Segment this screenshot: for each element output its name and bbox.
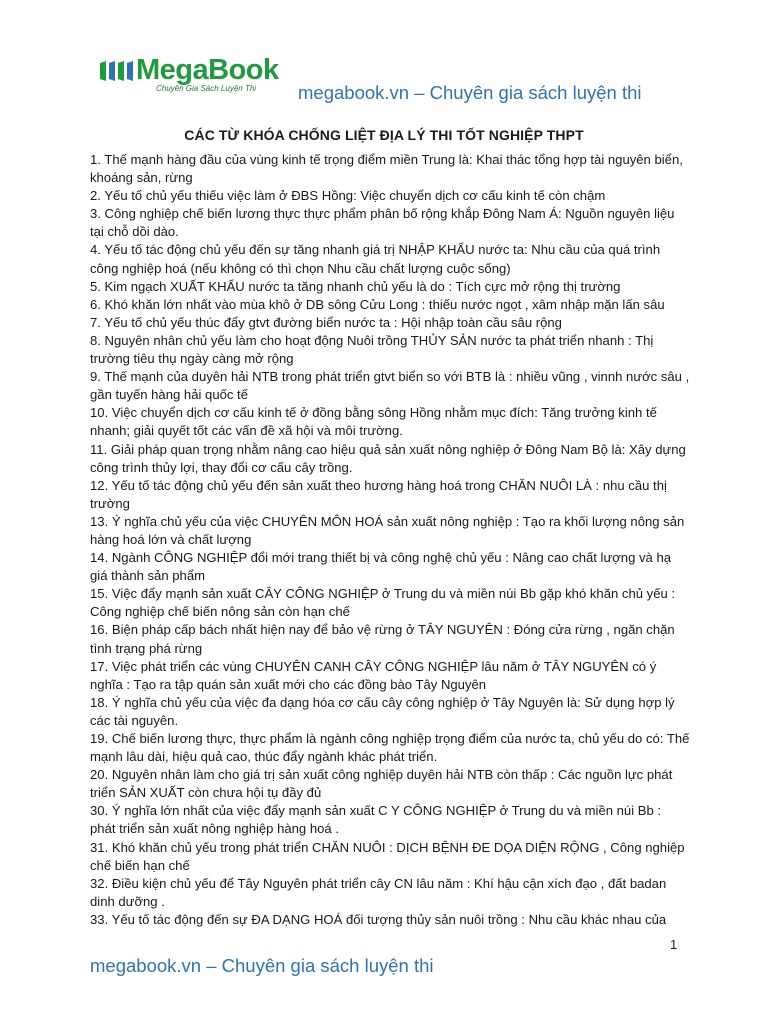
list-item: 6. Khó khăn lớn nhất vào mùa khô ở DB sông Cửu Long : thiếu nước ngọt , xâm nhập mặn lấn sâu [90,296,665,312]
document-title: CÁC TỪ KHÓA CHỐNG LIỆT ĐỊA LÝ THI TỐT NGHIỆP THPT [184,127,584,143]
list-item: 10. Việc chuyển dịch cơ cấu kinh tế ở đồng bằng sông Hồng nhằm mục đích: Tăng trưởng kinh tế nhanh; giải quyết tốt các vấn đề xã hội và môi trường. [90,405,657,439]
list-item: 18. Ý nghĩa chủ yếu của việc đa dạng hóa cơ cấu cây công nghiệp ở Tây Nguyên là: Sử dụng hợp lý các tài nguyên. [90,694,675,728]
header-slogan: megabook.vn – Chuyên gia sách luyện thi [298,82,642,103]
list-item: 16. Biện pháp cấp bách nhất hiện nay để bảo vệ rừng ở TÂY NGUYÊN : Đóng cửa rừng , ngăn chặn tình trạng phá rừng [90,622,675,656]
list-item: 1. Thế mạnh hàng đầu của vùng kinh tế trọng điểm miền Trung là: Khai thác tổng hợp tài nguyên biển, khoáng sản, rừng [90,152,683,186]
page-footer: megabook.vn – Chuyên gia sách luyện thi [90,955,434,976]
list-item: 17. Việc phát triển các vùng CHUYÊN CANH CÂY CÔNG NGHIỆP lâu năm ở TÂY NGUYÊN có ý nghĩa : Tạo ra tập quán sản xuất mới cho các đồng bào Tây Nguyên [90,658,657,692]
list-item: 32. Điều kiện chủ yếu để Tây Nguyên phát triển cây CN lâu năm : Khí hậu cận xích đạo , đất badan dinh dưỡng . [90,875,667,909]
list-item: 3. Công nghiệp chế biến lương thực thực phẩm phân bố rộng khắp Đông Nam Á: Nguồn nguyên liệu tại chỗ dồi dào. [90,206,675,240]
list-item: 30. Ý nghĩa lớn nhất của việc đẩy mạnh sản xuất C Y CÔNG NGHIỆP ở Trung du và miền núi Bb : phát triển sản xuất nông nghiệp hàng hoá . [90,803,662,837]
list-item: 12. Yếu tố tác động chủ yếu đến sản xuất theo hương hàng hoá trong CHĂN NUÔI LÀ : nhu cầu thị trường [90,477,667,511]
logo-wordmark: MegaBook [136,54,279,86]
list-item: 4. Yếu tố tác động chủ yếu đến sự tăng nhanh giá trị NHẬP KHẨU nước ta: Nhu cầu của quá trình công nghiệp hoá (nếu không có thì chọn Nhu cầu chất lượng cuộc sống) [90,242,661,276]
keyword-list [90,151,690,929]
list-item: 14. Ngành CÔNG NGHIỆP đổi mới trang thiết bị và công nghệ chủ yếu : Nâng cao chất lượng và hạ giá thành sản phẩm [90,550,672,584]
list-item: 2. Yếu tố chủ yếu thiếu việc làm ở ĐBS Hồng: Việc chuyển dịch cơ cấu kinh tế còn chậm [90,188,606,204]
page-header [98,54,698,104]
book-icon [98,60,134,82]
list-item: 13. Ý nghĩa chủ yếu của việc CHUYÊN MÔN HOÁ sản xuất nông nghiệp : Tạo ra khối lượng nông sản hàng hoá lớn và chất lượng [90,513,685,547]
list-item: 7. Yếu tố chủ yếu thúc đẩy gtvt đường biển nước ta : Hội nhập toàn cầu sâu rộng [90,314,562,330]
megabook-logo [98,54,298,98]
list-item: 9. Thế mạnh của duyên hải NTB trong phát triển gtvt biển so với BTB là : nhiều vũng , vinnh nước sâu , gần tuyến hàng hải quốc tế [90,369,690,403]
page-number: 1 [670,937,678,952]
list-item: 5. Kim ngạch XUẤT KHẨU nước ta tăng nhanh chủ yếu là do : Tích cực mở rộng thị trường [90,278,621,294]
list-item: 19. Chế biến lương thực, thực phẩm là ngành công nghiệp trọng điểm của nước ta, chủ yếu do có: Thế mạnh lâu dài, hiệu quả cao, thúc đẩy ngành khác phát triển. [90,731,690,765]
list-item: 20. Nguyên nhân làm cho giá trị sản xuất công nghiệp duyên hải NTB còn thấp : Các nguồn lực phát triển SẢN XUẤT còn chưa hội tụ đầy đủ [90,767,673,801]
list-item: 33. Yếu tố tác động đến sự ĐA DẠNG HOÁ đối tượng thủy sản nuôi trồng : Nhu cầu khác nhau của [90,911,667,927]
list-item: 11. Giải pháp quan trọng nhằm nâng cao hiệu quả sản xuất nông nghiệp ở Đông Nam Bộ là: Xây dựng công trình thủy lợi, thay đổi cơ cấu cây trồng. [90,441,686,475]
list-item: 15. Việc đẩy mạnh sản xuất CÂY CÔNG NGHIỆP ở Trung du và miền núi Bb gặp khó khăn chủ yếu : Công nghiệp chế biến nông sản còn hạn chế [90,586,676,620]
list-item: 8. Nguyên nhân chủ yếu làm cho hoạt động Nuôi trồng THỦY SẢN nước ta phát triển nhanh : Thị trường tiêu thụ ngày càng mở rộng [90,332,654,367]
logo-tagline: Chuyên Gia Sách Luyện Thi [156,84,257,93]
list-item: 31. Khó khăn chủ yếu trong phát triển CHĂN NUÔI : DỊCH BỆNH ĐE DỌA DIỆN RỘNG , Công nghiệp chế biến hạn chế [90,839,685,873]
